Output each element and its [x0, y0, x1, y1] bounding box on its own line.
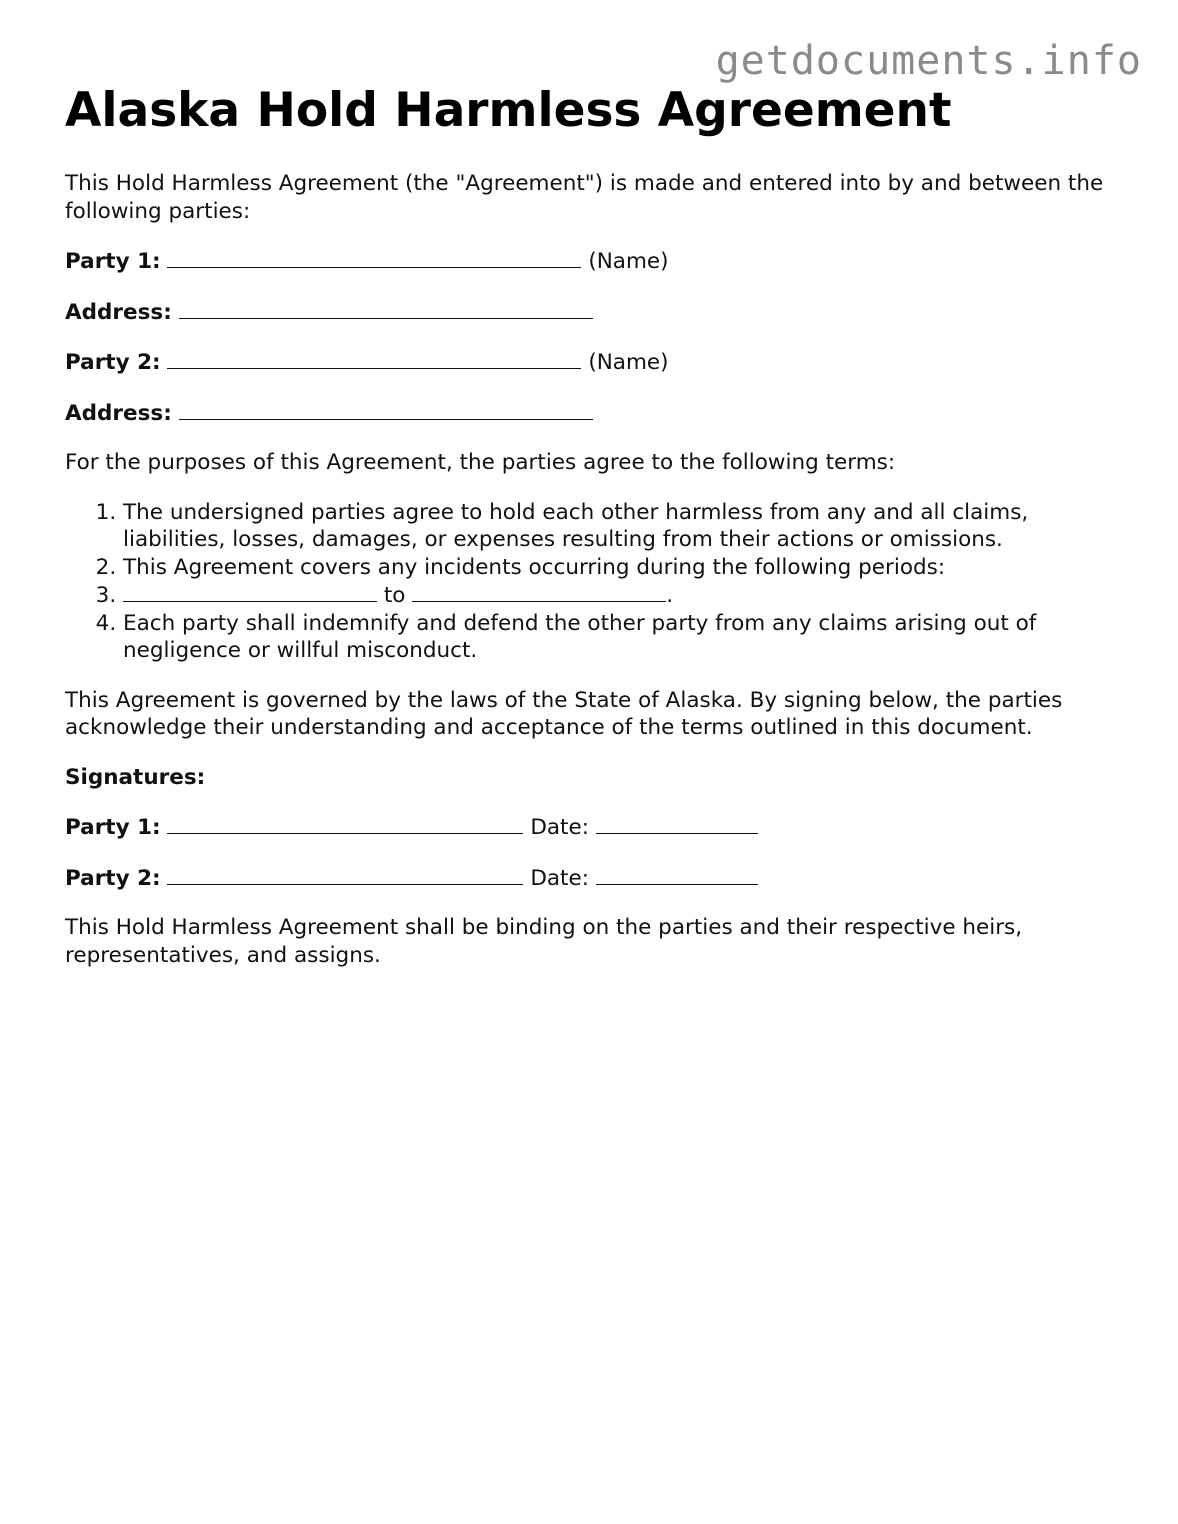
address1-field [65, 298, 1125, 327]
party1-signature-blank[interactable] [167, 813, 523, 834]
party1-name-field [65, 247, 1125, 276]
party1-name-blank[interactable] [167, 247, 581, 268]
signatures-heading: Signatures: [65, 764, 206, 790]
sig-date2-label: Date: [530, 865, 589, 891]
term-item-3 [123, 581, 1125, 610]
party1-date-blank[interactable] [596, 813, 758, 834]
document-title: Alaska Hold Harmless Agreement [65, 83, 952, 138]
party2-signature-blank[interactable] [167, 864, 523, 885]
party2-name-field [65, 348, 1125, 377]
term-item-1: 1. The undersigned parties agree to hold each other harmless from any and all claims, liabilities, losses, damages, or expenses resulting from their actions or omissions. [123, 499, 1125, 554]
party2-date-blank[interactable] [596, 864, 758, 885]
terms-list [65, 499, 1125, 665]
party2-label: Party 2: [65, 350, 161, 375]
sig-date1-label: Date: [530, 815, 589, 840]
term-item-2: 2. This Agreement covers any incidents occurring during the following periods: [123, 554, 1125, 582]
period-to-text: to [383, 583, 406, 608]
watermark-text: getdocuments.info [715, 38, 1142, 84]
sig-party2-label: Party 2: [65, 865, 161, 891]
sig-party1-label: Party 1: [65, 815, 161, 840]
party1-signature-row [65, 813, 1125, 842]
document-page [65, 78, 1125, 969]
period-start-blank[interactable] [123, 581, 377, 602]
term-item-4: 4. Each party shall indemnify and defend the other party from any claims arising out of negligence or willful misconduct. [123, 610, 1125, 665]
period-end-blank[interactable] [412, 581, 666, 602]
party2-signature-row [65, 864, 1125, 893]
address1-blank[interactable] [179, 298, 593, 319]
intro-paragraph: This Hold Harmless Agreement (the "Agreement") is made and entered into by and between the following parties: [65, 171, 1104, 224]
party2-name-blank[interactable] [167, 348, 581, 369]
period-end-punct: . [666, 583, 674, 608]
closing-paragraph: This Hold Harmless Agreement shall be binding on the parties and their respective heirs, representatives, and assigns. [65, 915, 1023, 968]
party2-name-suffix: (Name) [588, 350, 669, 375]
address2-field [65, 399, 1125, 428]
governing-paragraph: This Agreement is governed by the laws of the State of Alaska. By signing below, the parties acknowledge their understanding and acceptance of the terms outlined in this document. [65, 687, 1063, 740]
party1-label: Party 1: [65, 249, 161, 274]
address2-label: Address: [65, 400, 172, 426]
address2-blank[interactable] [179, 399, 593, 420]
address1-label: Address: [65, 299, 172, 325]
purpose-paragraph: For the purposes of this Agreement, the parties agree to the following terms: [65, 450, 896, 475]
party1-name-suffix: (Name) [588, 249, 669, 274]
